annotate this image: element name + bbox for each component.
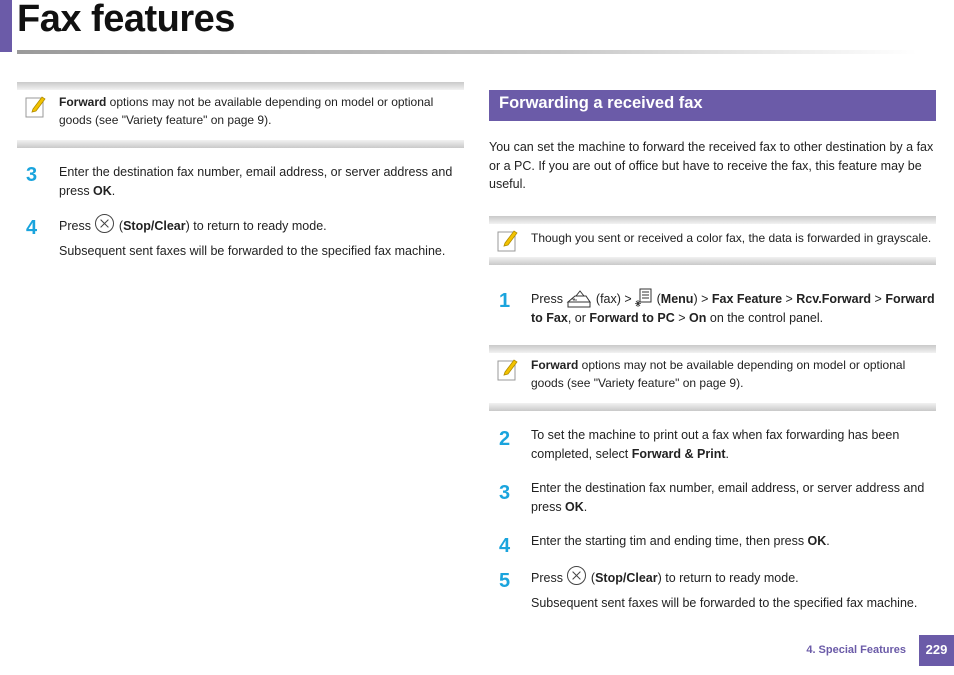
- step-press: Press: [531, 292, 567, 306]
- note-body: options may not be available depending on model or optional goods (see "Variety feature" on page 9).: [531, 358, 906, 390]
- fax-feature-label: Fax Feature: [711, 292, 783, 306]
- step-subtext: Subsequent sent faxes will be forwarded to the specified fax machine.: [59, 244, 446, 258]
- step-rest: ) to return to ready mode.: [185, 219, 327, 233]
- step-open: (: [115, 219, 124, 233]
- note-bold: Forward: [59, 95, 107, 109]
- sep: >: [782, 292, 797, 306]
- step-end: .: [583, 499, 588, 514]
- step-text: [531, 479, 936, 516]
- sep: >: [674, 310, 690, 325]
- step-subtext: Subsequent sent faxes will be forwarded to the specified fax machine.: [531, 596, 918, 610]
- rcv-forward-label: Rcv.Forward: [796, 292, 872, 306]
- step-open: (: [653, 292, 661, 306]
- ok-label: OK: [565, 499, 584, 514]
- step-number: 4: [499, 535, 511, 557]
- note-bold: Forward: [531, 358, 579, 372]
- step-rest: ) to return to ready mode.: [657, 571, 799, 585]
- note-pencil-icon: [497, 357, 519, 381]
- step-press: Press: [59, 219, 95, 233]
- page-number: 229: [925, 642, 948, 657]
- note-box: [489, 345, 936, 411]
- step-number: 5: [499, 570, 511, 592]
- note-bottom-border: [17, 140, 464, 148]
- ok-label: OK: [807, 534, 827, 548]
- note-box: [17, 82, 464, 148]
- forward-print-label: Forward & Print: [631, 446, 726, 461]
- note-text: [59, 93, 459, 129]
- note-top-border: [17, 82, 464, 90]
- step-body: Enter the starting tim and ending time, then press: [531, 534, 808, 548]
- forward-to-pc-label: Forward to PC: [589, 310, 675, 325]
- note-text: Though you sent or received a color fax, the data is forwarded in grayscale.: [531, 231, 932, 245]
- fax-text: (fax) >: [592, 292, 636, 306]
- section-title: Forwarding a received fax: [499, 94, 703, 112]
- step-end: .: [826, 534, 830, 548]
- sep: ) >: [693, 292, 712, 306]
- step-end: .: [111, 183, 116, 198]
- step-number: 2: [499, 428, 511, 450]
- step-text: [531, 566, 936, 588]
- note-bottom-border: [489, 257, 936, 265]
- fax-machine-icon: [566, 290, 592, 308]
- footer-section-label: 4. Special Features: [806, 644, 906, 656]
- step-number: 1: [499, 290, 511, 312]
- note-box: [489, 216, 936, 265]
- page-title: Fax features: [17, 0, 235, 40]
- step-open: (: [587, 571, 596, 585]
- title-accent-bar: [0, 0, 12, 52]
- sep: , or: [567, 310, 590, 325]
- ok-label: OK: [93, 183, 112, 198]
- step-text: [59, 163, 464, 200]
- step-body: Enter the destination fax number, email address, or server address and press: [59, 165, 453, 198]
- step-text: [531, 426, 931, 463]
- note-pencil-icon: [497, 228, 519, 252]
- intro-paragraph: You can set the machine to forward the received fax to other destination by a fax or a PC. If you are out of office but have to receive the fax, this feature may be useful.: [489, 140, 934, 191]
- stop-clear-icon: [95, 214, 114, 233]
- sep: >: [871, 292, 886, 306]
- stop-clear-icon: [567, 566, 586, 585]
- forward-to-fax-label: Forward to Fax: [531, 292, 935, 325]
- page-number-box: [919, 635, 954, 666]
- step-number: 3: [26, 164, 38, 186]
- note-text: [531, 356, 931, 392]
- step-number: 4: [26, 217, 38, 239]
- menu-icon: [635, 288, 653, 308]
- menu-label: Menu: [660, 292, 694, 306]
- note-top-border: [489, 345, 936, 353]
- step-end: on the control panel.: [706, 310, 824, 325]
- step-text: [59, 214, 464, 236]
- note-bottom-border: [489, 403, 936, 411]
- step-text: [531, 532, 936, 551]
- note-pencil-icon: [25, 94, 47, 118]
- note-top-border: [489, 216, 936, 224]
- title-divider: [17, 50, 917, 54]
- section-header: [489, 90, 936, 121]
- step-text: [531, 288, 936, 327]
- stop-clear-label: Stop/Clear: [123, 219, 186, 233]
- step-end: .: [725, 446, 729, 461]
- on-label: On: [689, 310, 707, 325]
- step-body: Enter the destination fax number, email address, or server address and press: [531, 481, 925, 514]
- stop-clear-label: Stop/Clear: [595, 571, 658, 585]
- step-press: Press: [531, 571, 567, 585]
- note-body: options may not be available depending on model or optional goods (see "Variety feature" on page 9).: [59, 95, 434, 127]
- step-body: To set the machine to print out a fax when fax forwarding has been completed, select: [531, 428, 900, 461]
- step-number: 3: [499, 482, 511, 504]
